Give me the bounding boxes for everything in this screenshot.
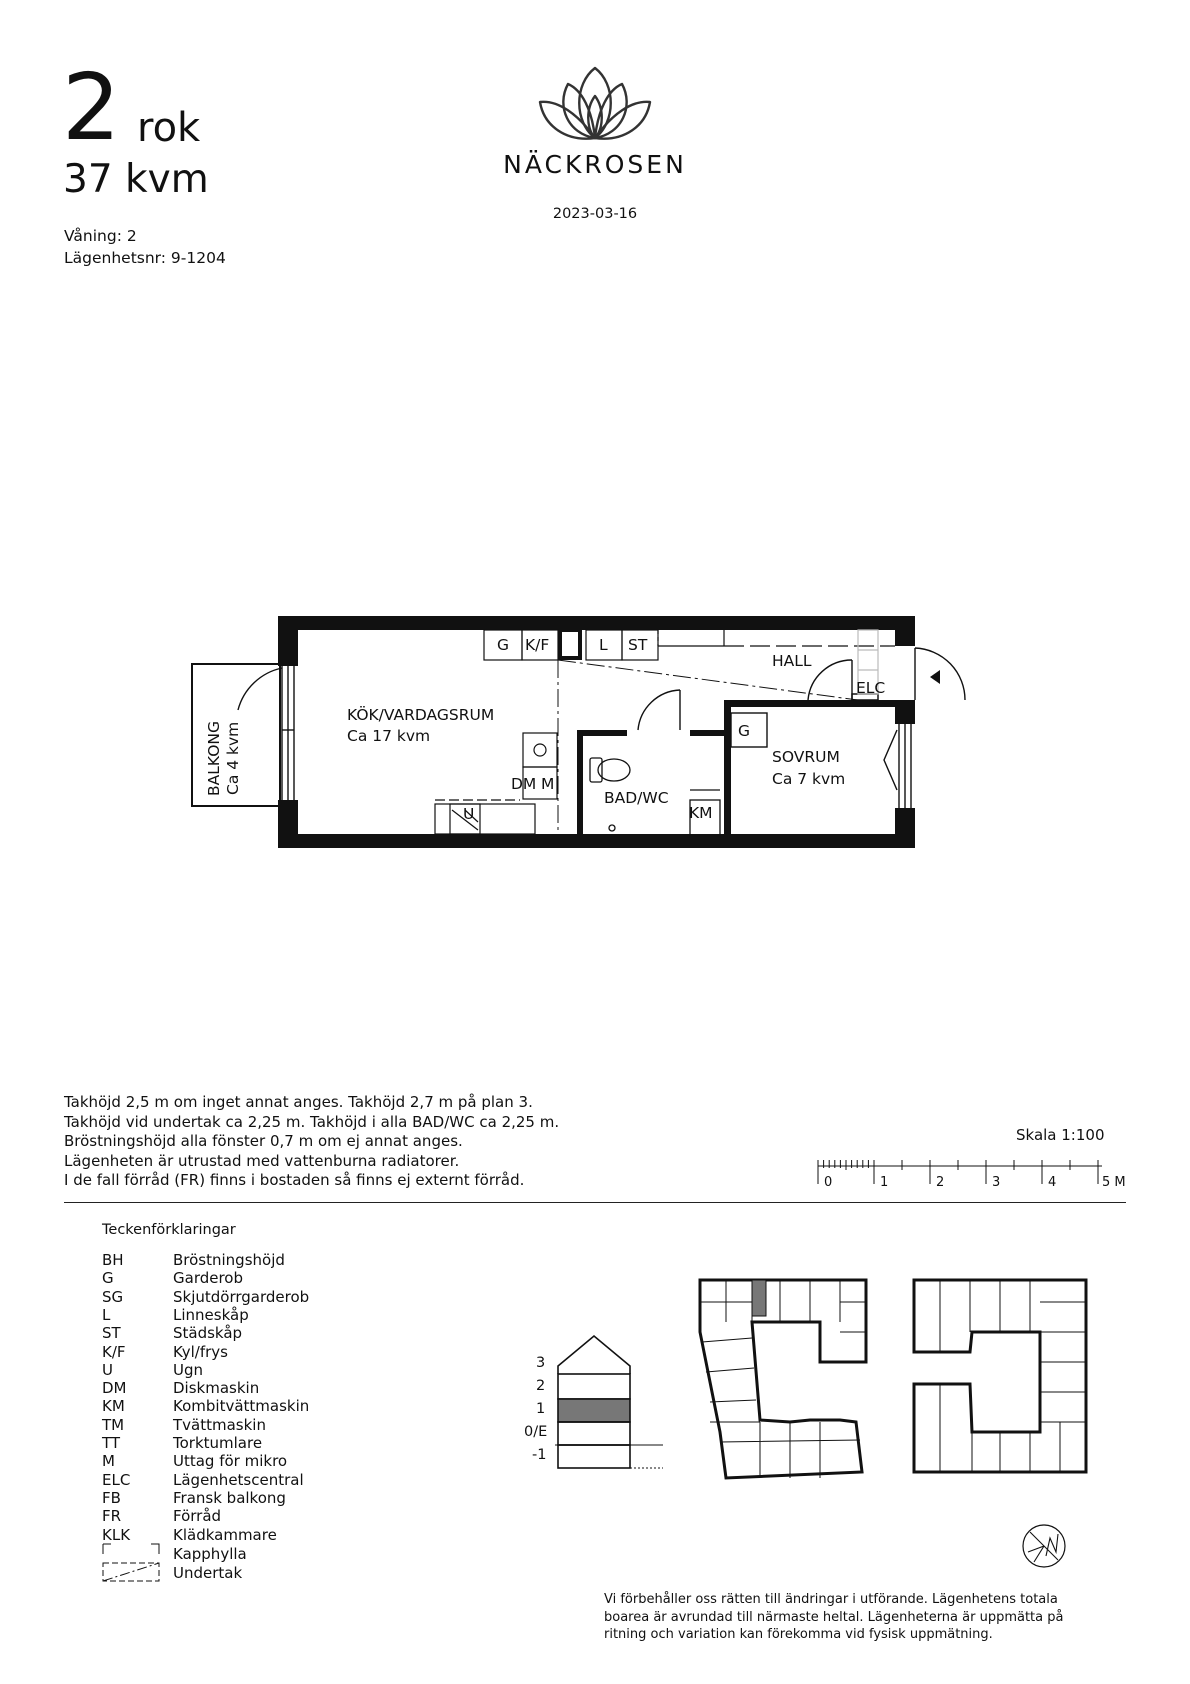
legend-description: Kombitvättmaskin [173,1397,310,1416]
legend-description: Klädkammare [173,1525,277,1544]
scale-label: Skala 1:100 [1016,1126,1105,1144]
wall-kf-box [560,630,580,658]
brand-name: NÄCKROSEN [503,150,687,179]
legend-description: Garderob [173,1269,244,1288]
note-line: I de fall förråd (FR) finns i bostaden så finns ej externt förråd. [64,1171,525,1189]
legend-description: Förråd [173,1507,222,1526]
scale-tick-label: 5 M [1102,1175,1126,1190]
legend-undertak: Undertak [173,1564,243,1582]
legend-code: TM [102,1415,125,1434]
current-apartment-block [752,1280,766,1316]
legend-symbols [102,1543,162,1583]
outer-wall-left-top [278,616,298,666]
disclaimer: Vi förbehåller oss rätten till ändringar i utförande. Lägenhetens totala boarea är avrundad till närmaste heltal. Lägenheterna är uppmätta på ritning och variation kan förekomma vid fysisk uppmätning. [604,1592,1064,1642]
plan-label-hall: HALL [772,652,812,670]
legend-code: ELC [102,1470,131,1489]
legend-description: Diskmaskin [173,1379,260,1398]
plan-label-balcony-area: Ca 4 kvm [224,721,242,795]
north-arrow-icon [1020,1522,1068,1570]
plan-label-g2: G [738,722,751,740]
outer-wall-right-mid [895,700,915,724]
notes [64,1093,559,1191]
legend-description: Bröstningshöjd [173,1251,285,1269]
plan-date: 2023-03-16 [552,206,638,222]
rooms-unit: rok [137,105,201,151]
scale-tick-label: 2 [936,1175,945,1190]
legend-description: Ugn [173,1360,204,1379]
legend-code: U [102,1360,113,1379]
legend-kapphylla: Kapphylla [173,1545,247,1563]
legend-code: FR [102,1507,122,1526]
legend-code: K/F [102,1342,126,1361]
lotus-logo-icon [530,62,660,144]
plan-label-st: ST [628,636,648,654]
legend-description: Uttag för mikro [173,1452,288,1471]
outer-wall-bottom [278,834,915,848]
plan-label-l: L [599,636,608,654]
legend-code: G [102,1269,114,1288]
floor-label-3: 3 [536,1355,546,1371]
wall-bath-top-left [577,730,627,736]
plan-label-dm: DM [511,775,537,793]
brand [470,62,720,179]
current-floor-block [558,1399,630,1422]
legend-code: KM [102,1397,125,1416]
legend-description: Linneskåp [173,1305,249,1324]
plan-label-kitchen-area: Ca 17 kvm [347,727,431,745]
floor-label-0e: 0/E [524,1424,548,1440]
scale-bar [814,1156,1134,1192]
outer-wall-right-bottom [895,808,915,848]
bedroom-window [884,724,911,808]
balcony-window [238,666,294,800]
kitchen-counter [435,733,557,834]
rooms-count: 2 [62,54,120,161]
plan-label-balcony: BALKONG [205,721,223,796]
note-line: Lägenheten är utrustad med vattenburna radiatorer. [64,1151,460,1170]
plan-label-elc: ELC [856,679,886,697]
legend-title: Teckenförklaringar [102,1222,236,1238]
plan-label-m: M [541,775,555,793]
apartment-area: 37 kvm [63,157,209,202]
legend-code: TT [102,1434,121,1452]
wall-bath-left [577,730,583,836]
note-line: Bröstningshöjd alla fönster 0,7 m om ej annat anges. [64,1132,463,1150]
floor-plan [180,610,980,870]
legend-code: BH [102,1251,124,1269]
divider [64,1202,1126,1203]
plan-label-km: KM [689,804,713,822]
floor-label-2: 2 [536,1378,546,1394]
outer-wall-right-top [895,616,915,646]
plan-label-bedroom: SOVRUM [772,748,840,766]
outer-wall-left-bottom [278,800,298,848]
legend-description: Lägenhetscentral [173,1470,304,1489]
legend-description: Fransk balkong [173,1488,286,1507]
legend-description: Torktumlare [173,1434,263,1452]
floor-label-minus1: -1 [532,1447,547,1463]
site-plan [690,1272,1110,1502]
plan-label-bath: BAD/WC [604,789,669,807]
floor-label-1: 1 [536,1401,546,1417]
legend-description: Tvättmaskin [173,1415,266,1434]
kapphylla-icon [103,1544,159,1554]
apartment-number: Lägenhetsnr: 9-1204 [64,249,226,267]
wall-bedroom-left [724,700,731,836]
legend-description: Städskåp [173,1324,243,1343]
legend-code: DM [102,1379,127,1398]
legend-code: KLK [102,1525,131,1544]
note-line: Takhöjd 2,5 m om inget annat anges. Takhöjd 2,7 m på plan 3. [64,1093,533,1111]
legend-code: ST [102,1324,121,1343]
legend-description: Skjutdörrgarderob [173,1287,310,1306]
legend-description: Kyl/frys [173,1342,228,1361]
plan-label-kf: K/F [525,636,550,654]
plan-label-kitchen: KÖK/VARDAGSRUM [347,706,495,724]
scale-tick-label: 1 [880,1175,889,1190]
legend-code: M [102,1452,115,1471]
plan-label-g1: G [497,636,510,654]
legend-code: FB [102,1488,121,1507]
scale-tick-label: 4 [1048,1175,1057,1190]
scale-tick-label: 3 [992,1175,1001,1190]
entrance-arrow-icon [930,670,940,684]
floor-info: Våning: 2 [64,227,137,245]
legend-code: SG [102,1287,124,1306]
outer-wall-top [278,616,915,630]
note-line: Takhöjd vid undertak ca 2,25 m. Takhöjd i alla BAD/WC ca 2,25 m. [64,1112,560,1131]
plan-label-bedroom-area: Ca 7 kvm [772,770,846,788]
scale-tick-label: 0 [824,1175,833,1190]
floor-indicator [555,1330,665,1470]
legend-code: L [102,1305,111,1324]
plan-label-u: U [463,805,475,823]
